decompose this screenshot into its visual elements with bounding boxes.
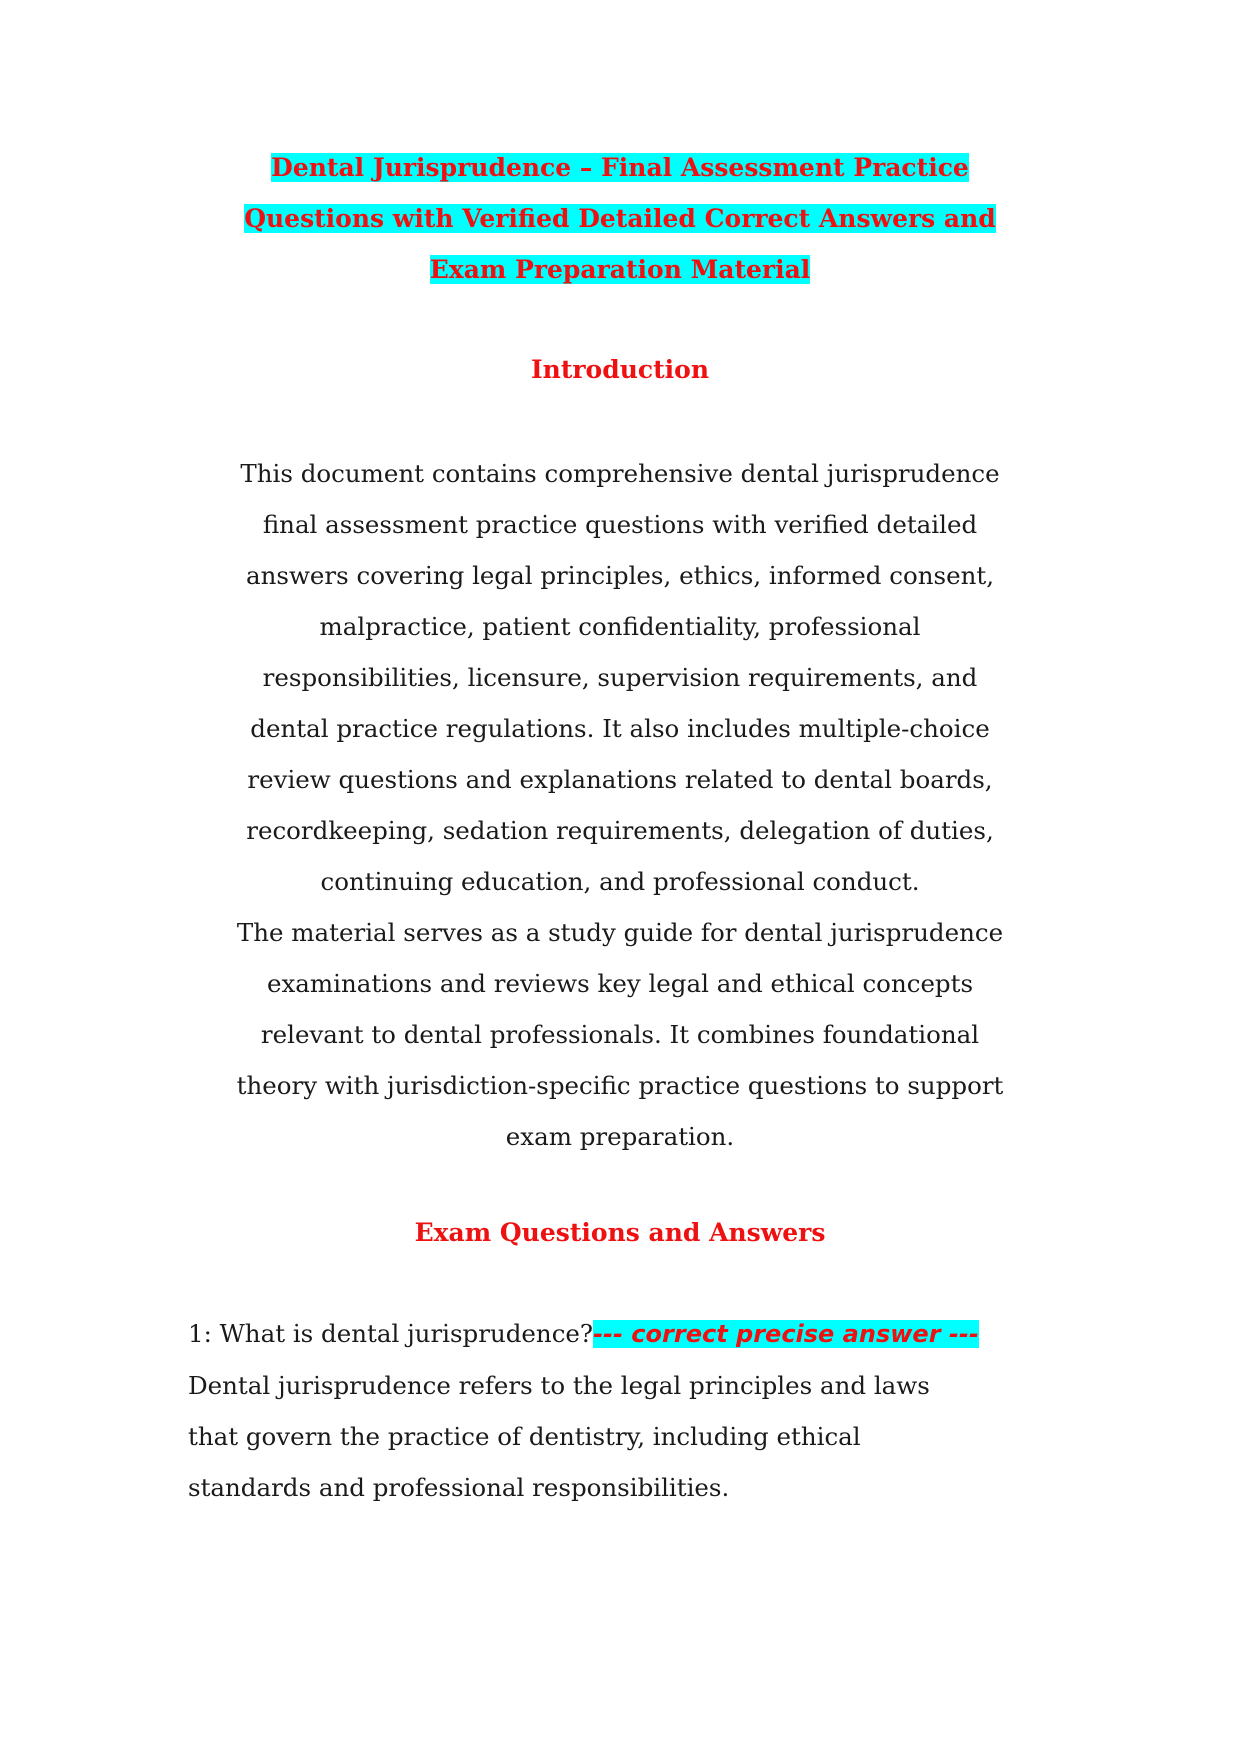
exam-questions-heading: Exam Questions and Answers bbox=[414, 1218, 826, 1247]
introduction-heading: Introduction bbox=[530, 355, 710, 384]
intro-line: continuing education, and professional conduct. bbox=[320, 867, 920, 896]
intro-line: final assessment practice questions with verified detailed bbox=[262, 510, 978, 539]
answer-line: standards and professional responsibilities. bbox=[188, 1473, 730, 1502]
document-title bbox=[150, 142, 1090, 295]
answer-line: Dental jurisprudence refers to the legal principles and laws bbox=[188, 1371, 930, 1400]
intro-line: exam preparation. bbox=[505, 1122, 735, 1151]
title-line: Dental Jurisprudence – Final Assessment Practice bbox=[271, 153, 969, 182]
intro-line: theory with jurisdiction-specific practice questions to support bbox=[236, 1071, 1004, 1100]
intro-line: dental practice regulations. It also includes multiple-choice bbox=[250, 714, 990, 743]
title-line: Questions with Verified Detailed Correct Answers and bbox=[244, 204, 996, 233]
answer-marker: --- correct precise answer --- bbox=[593, 1320, 979, 1348]
answer-line: that govern the practice of dentistry, including ethical bbox=[188, 1422, 861, 1451]
title-line: Exam Preparation Material bbox=[429, 255, 811, 284]
intro-line: relevant to dental professionals. It combines foundational bbox=[260, 1020, 980, 1049]
intro-line: examinations and reviews key legal and ethical concepts bbox=[266, 969, 974, 998]
intro-line: answers covering legal principles, ethics, informed consent, bbox=[245, 561, 994, 590]
intro-line: responsibilities, licensure, supervision requirements, and bbox=[262, 663, 978, 692]
introduction-paragraph bbox=[180, 448, 1060, 1162]
intro-line: This document contains comprehensive dental jurisprudence bbox=[240, 459, 1000, 488]
intro-line: recordkeeping, sedation requirements, delegation of duties, bbox=[246, 816, 994, 845]
question-text: 1: What is dental jurisprudence? bbox=[188, 1319, 594, 1348]
intro-line: The material serves as a study guide for dental jurisprudence bbox=[236, 918, 1004, 947]
intro-line: review questions and explanations related to dental boards, bbox=[247, 765, 993, 794]
intro-line: malpractice, patient confidentiality, professional bbox=[319, 612, 921, 641]
question-item bbox=[188, 1308, 1068, 1513]
